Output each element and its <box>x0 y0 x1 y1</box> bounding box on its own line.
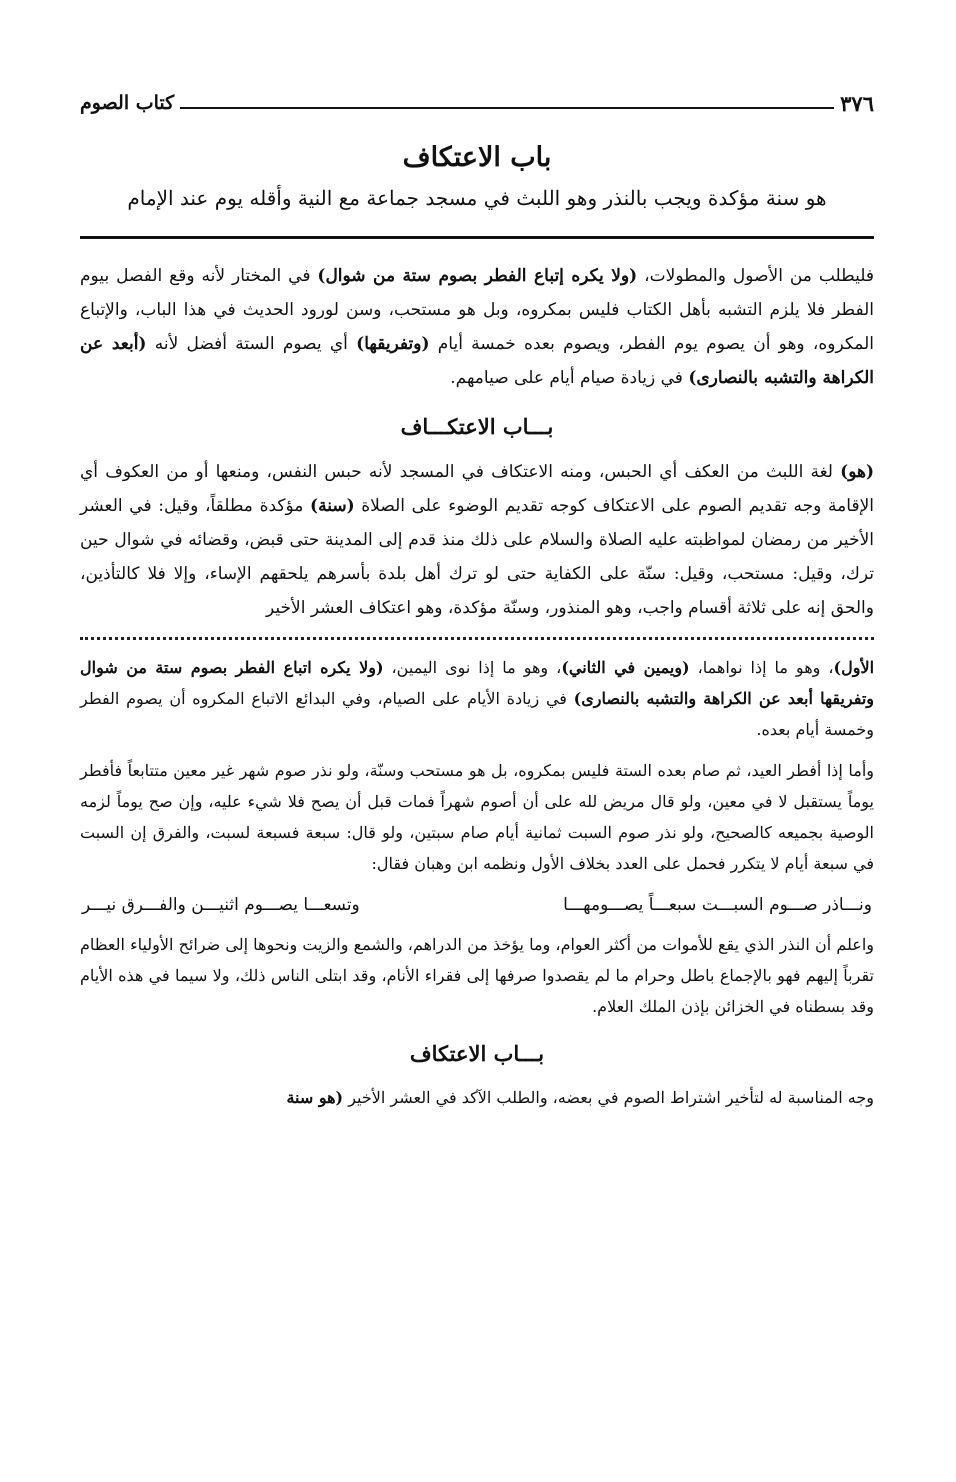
poetry-verse <box>80 885 874 925</box>
bold-matn-quote: (سنة) <box>310 496 355 516</box>
page-number: ٣٧٦ <box>840 90 874 116</box>
matn-text: هو سنة مؤكدة ويجب بالنذر وهو اللبث في مسجد جماعة مع النية وأقله يوم عند الإمام <box>127 186 827 210</box>
bold-matn-quote: (ولا يكره اتباع الفطر بصوم ستة من شوال وتفريقها أبعد عن الكراهة والتشبه بالنصارى) <box>80 658 875 708</box>
footnote-paragraph <box>80 1082 874 1113</box>
commentary-text: ، وهو ما إذا نوى اليمين، <box>383 658 562 677</box>
commentary-text: مؤكدة مطلقاً، وقيل: في العشر الأخير من رمضان لمواظبته عليه الصلاة والسلام على ذلك منذ قدم إلى المدينة حتى قبض، وقضائه في شوال حين ترك، وقيل: مستحب، وقيل: سنّة على الكفاية حتى لو ترك أهل بلدة بأسرهم يلحقهم الإساء، وإلا فلا كالتأذين، والحق إنه على ثلاثة أقسام واجب، وهو المنذور، وسنّة مؤكدة، وهو اعتكاف العشر الأخير <box>80 496 874 618</box>
bold-matn-quote: (أبعد عن الكراهة والتشبه بالنصارى) <box>80 334 874 388</box>
chapter-title: باب الاعتكاف <box>402 142 552 173</box>
commentary-text: لغة اللبث من العكف أي الحبس، ومنه الاعتكاف في المسجد لأنه حبس النفس، ومنعها أو من العكوف أي الإقامة وجه تقديم الصوم على الاعتكاف كوجه تقديم الوضوء على الصلاة <box>80 462 874 516</box>
bold-matn-quote: (وتفريقها) <box>356 334 430 354</box>
commentary-paragraph-itikaf <box>80 455 874 625</box>
commentary-text: فليطلب من الأصول والمطولات، <box>637 266 875 286</box>
commentary-text: أي يصوم الستة أفضل لأنه <box>146 334 357 354</box>
commentary-text: في زيادة صيام أيام على صيامهم. <box>450 368 689 388</box>
header-rule <box>180 107 834 109</box>
commentary-text: في زيادة الأيام على الصيام، وفي البدائع الاتباع المكروه أن يصوم الفطر وخمسة أيام بعده. <box>80 689 874 739</box>
footnote-section-heading: بـــاب الاعتكاف <box>409 1041 545 1066</box>
running-header <box>80 86 874 120</box>
footnote-paragraph: واعلم أن النذر الذي يقع للأموات من أكثر العوام، وما يؤخذ من الدراهم، والشمع والزيت ونحوها إلى ضرائح الأولياء العظام تقرباً إليهم فهو بالإجماع باطل وحرام ما لم يقصدوا صرفها إلى فقراء الأنام، وقد ابتلى الناس ذلك، ولا سيما في هذه الأيام وقد بسطناه في الخزائن بإذن الملك العلام. <box>80 935 875 1016</box>
commentary-text: وجه المناسبة له لتأخير اشتراط الصوم في بعضه، والطلب الآكد في العشر الأخير <box>343 1088 874 1107</box>
bold-matn-quote: (هو سنة <box>286 1088 344 1107</box>
verse-second-hemistich: وتسعـــا يصـــوم اثنيـــن والفـــرق نيـــر <box>82 895 360 915</box>
commentary-paragraph <box>80 259 874 395</box>
verse-first-hemistich: ونـــاذر صـــوم السبـــت سبعـــاً يصـــومهـــا <box>563 895 872 915</box>
matn-divider <box>80 236 874 239</box>
commentary-text: ، وهو ما إذا نواهما، <box>689 658 834 677</box>
bold-matn-quote: (هو) <box>840 462 874 482</box>
footnote-separator <box>80 629 874 640</box>
bold-matn-quote: (ولا يكره إتباع الفطر بصوم ستة من شوال) <box>317 266 638 286</box>
bold-matn-quote: الأول) <box>833 658 875 677</box>
section-heading: بـــاب الاعتكـــاف <box>400 414 554 439</box>
footnote-paragraph: وأما إذا أفطر العيد، ثم صام بعده الستة فليس بمكروه، بل هو مستحب وسنّة، ولو نذر صوم شهر غير معين متتابعاً فأفطر يوماً يستقبل لا في معين، ولو قال مريض لله على أن أصوم شهراً فمات قبل أن يصح فلا شيء عليه، وإن صح يوماً لزمه الوصية بجميعه كالصحيح، ولو نذر صوم السبت ثمانية أيام صام سبتين، ولو قال: سبعة فسبعة لسبت، والفرق إن السبت في سبعة أيام لا يتكرر فحمل على العدد بخلاف الأول ونظمه ابن وهبان فقال: <box>80 761 874 873</box>
footnote-paragraph <box>80 652 874 745</box>
bold-matn-quote: (ويمين في الثاني) <box>561 658 690 677</box>
book-title: كتاب الصوم <box>80 92 175 114</box>
commentary-text: في المختار لأنه وقع الفصل بيوم الفطر فلا يلزم التشبه بأهل الكتاب فليس بمكروه، وبل هو مستحب، وسن لورود الحديث في هذا الباب، والإتباع المكروه، وهو أن يصوم يوم الفطر، ويصوم بعده خمسة أيام <box>80 266 874 354</box>
